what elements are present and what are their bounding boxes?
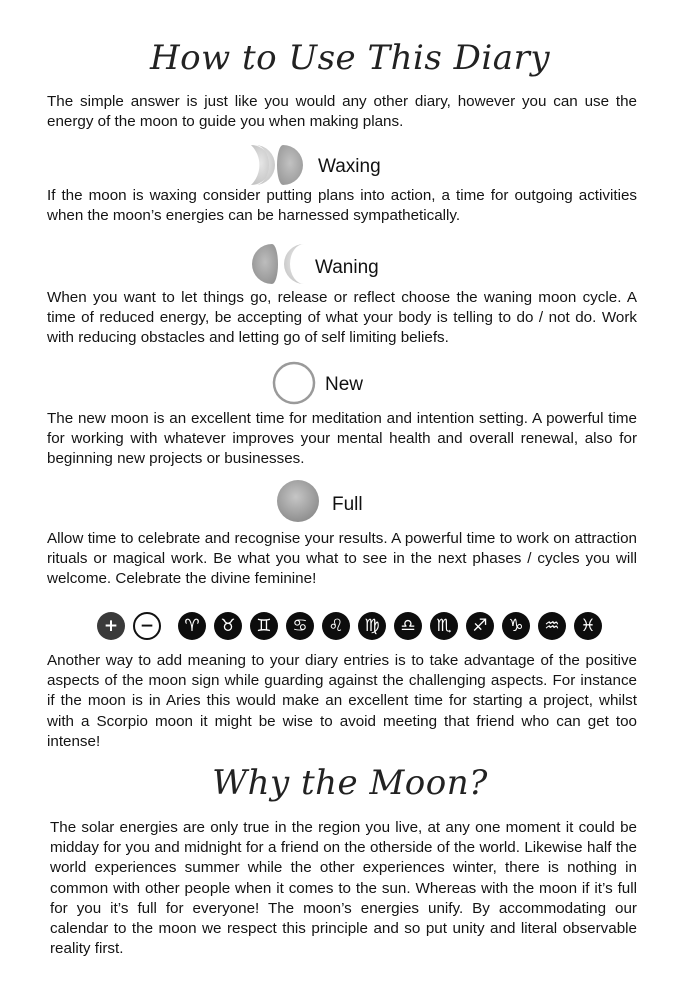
- intro-paragraph: The simple answer is just like you would any other diary, however you can use the energy of the moon to guide you when making plans.: [47, 93, 637, 131]
- full-moon-icon: [275, 478, 321, 524]
- full-label: Full: [332, 494, 363, 515]
- scorpio-icon: ♏: [430, 612, 458, 640]
- new-label: New: [325, 374, 364, 395]
- waxing-section: [0, 140, 700, 190]
- waning-section: [0, 240, 700, 290]
- minus-icon: −: [133, 612, 161, 640]
- gemini-icon: ♊: [250, 612, 278, 640]
- waning-label: Waning: [315, 257, 379, 278]
- aquarius-icon: ♒: [538, 612, 566, 640]
- full-section: [0, 478, 700, 528]
- waxing-paragraph: If the moon is waxing consider putting plans into action, a time for outgoing activities when the moon’s energies can be harnessed sympathetically.: [47, 187, 637, 225]
- full-paragraph: Allow time to celebrate and recognise your results. A powerful time to work on attraction rituals or magical work. Be what you what to see in the next phases / cycles you will welcome. Celebrate the divine feminine!: [47, 530, 637, 588]
- cancer-icon: ♋: [286, 612, 314, 640]
- zodiac-icon-row: [97, 612, 607, 642]
- virgo-icon: ♍: [358, 612, 386, 640]
- why-moon-paragraph: The solar energies are only true in the region you live, at any one moment it could be midday for you and midnight for a friend on the otherside of the world. Likewise half the world experiences summer while the other experiences winter, there is nothing in common with other people when it comes to the sun. Whereas with the moon if it’s full for you it’s full for everyone! The moon’s energies unify. By accommodating our calendar to the moon we respect this principle and so put unity and literal observable reality first.: [50, 819, 637, 958]
- waning-moon-icon: [246, 242, 312, 286]
- why-moon-title: Why the Moon?: [212, 763, 488, 803]
- page-title: How to Use This Diary: [149, 38, 551, 78]
- aries-icon: ♈: [178, 612, 206, 640]
- plus-icon: +: [97, 612, 125, 640]
- sagittarius-icon: ♐: [466, 612, 494, 640]
- new-paragraph: The new moon is an excellent time for meditation and intention setting. A powerful time for working with whatever improves your mental health and overall renewal, also for beginning new projects or businesses.: [47, 410, 637, 468]
- waning-paragraph: When you want to let things go, release or reflect choose the waning moon cycle. A time of reduced energy, be accepting of what your body is telling to do / not do. Work with reducing obstacles and letting go of self limiting beliefs.: [47, 289, 637, 347]
- waxing-moon-icon: [243, 143, 309, 187]
- zodiac-paragraph: Another way to add meaning to your diary entries is to take advantage of the positive aspects of the moon sign while guarding against the challenging aspects. For instance if the moon is in Aries this would make an excellent time for starting a project, whilst with a Scorpio moon it might be wise to avoid meeting that friend who can get too intense!: [47, 652, 637, 750]
- waxing-label: Waxing: [318, 156, 381, 177]
- new-section: [0, 358, 700, 408]
- taurus-icon: ♉: [214, 612, 242, 640]
- leo-icon: ♌: [322, 612, 350, 640]
- libra-icon: ♎: [394, 612, 422, 640]
- new-moon-icon: [270, 360, 318, 406]
- pisces-icon: ♓: [574, 612, 602, 640]
- capricorn-icon: ♑: [502, 612, 530, 640]
